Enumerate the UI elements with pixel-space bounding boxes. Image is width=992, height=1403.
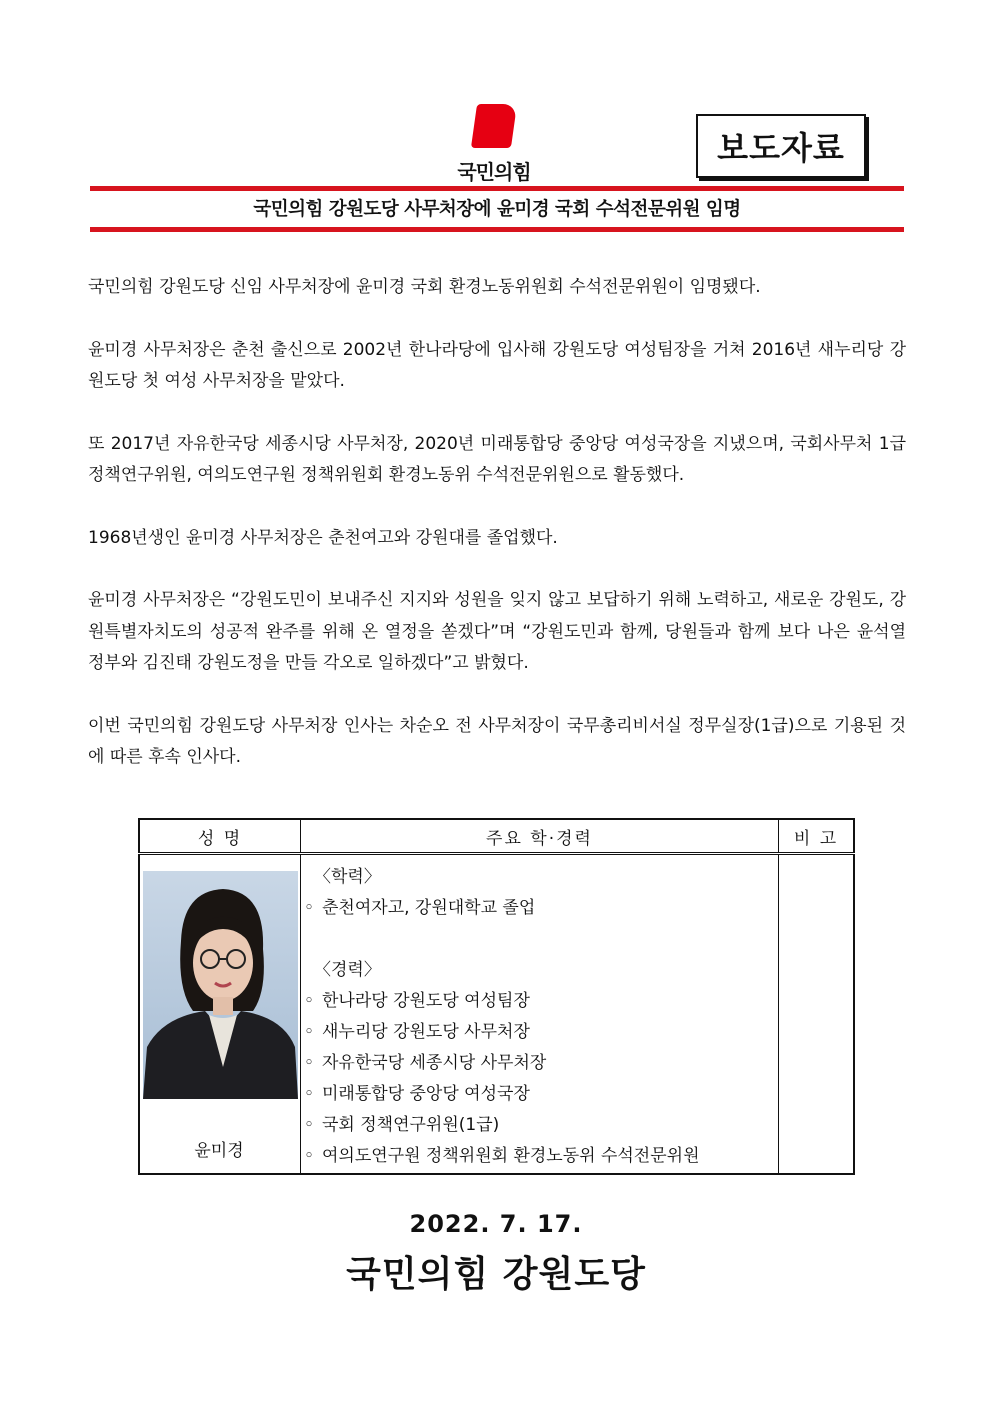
paragraph: 윤미경 사무처장은 춘천 출신으로 2002년 한나라당에 입사해 강원도당 여성팀장을 거쳐 2016년 새누리당 강원도당 첫 여성 사무처장을 맡았다. — [88, 339, 906, 391]
education-heading: 〈학력〉 — [314, 867, 381, 887]
headline-top-rule — [90, 186, 904, 191]
bullet-icon: ◦ — [304, 1084, 315, 1104]
bullet-icon: ◦ — [304, 898, 315, 918]
bullet-icon: ◦ — [304, 1022, 315, 1042]
party-logo-text: 국민의힘 — [457, 160, 531, 184]
table-header-row — [139, 819, 854, 854]
party-logo — [448, 104, 538, 184]
issuing-organization: 국민의힘 강원도당 — [346, 1254, 646, 1295]
paragraph: 국민의힘 강원도당 신임 사무처장에 윤미경 국회 환경노동위원회 수석전문위원이 임명됐다. — [88, 277, 761, 297]
list-item: ◦ 춘천여자고, 강원대학교 졸업 — [304, 893, 777, 924]
career-heading: 〈경력〉 — [314, 960, 381, 980]
list-item: ◦ 여의도연구원 정책위원회 환경노동위 수석전문위원 — [304, 1141, 777, 1172]
headline: 국민의힘 강원도당 사무처장에 윤미경 국회 수석전문위원 임명 — [253, 199, 741, 220]
paragraph: 윤미경 사무처장은 “강원도민이 보내주신 지지와 성원을 잊지 않고 보답하기 위해 노력하고, 새로운 강원도, 강원특별자치도의 성공적 완주를 위해 온 열정을 쏟겠다”며 “강원도민과 함께, 당원들과 함께 보다 나은 윤석열 정부와 김진태 강원도정을 만들 각오로 일하겠다”고 밝혔다. — [88, 590, 906, 673]
list-item: ◦ 미래통합당 중앙당 여성국장 — [304, 1079, 777, 1110]
header-remarks: 비 고 — [779, 819, 855, 854]
header-name: 성 명 — [139, 819, 301, 854]
article-body — [88, 272, 906, 805]
career-cell — [301, 854, 779, 1175]
person-name: 윤미경 — [194, 1141, 244, 1161]
party-logo-icon — [471, 104, 517, 148]
bullet-icon: ◦ — [304, 1115, 315, 1135]
bullet-icon: ◦ — [304, 991, 315, 1011]
name-cell — [139, 854, 301, 1175]
paragraph: 1968년생인 윤미경 사무처장은 춘천여고와 강원대를 졸업했다. — [88, 527, 558, 548]
header-career: 주요 학·경력 — [301, 819, 779, 854]
release-date: 2022. 7. 17. — [409, 1210, 583, 1238]
list-item: ◦ 국회 정책연구위원(1급) — [304, 1110, 777, 1141]
profile-table — [138, 818, 855, 1175]
portrait-photo — [143, 871, 298, 1099]
table-row — [139, 854, 854, 1175]
list-item: ◦ 새누리당 강원도당 사무처장 — [304, 1017, 777, 1048]
bullet-icon: ◦ — [304, 1053, 315, 1073]
list-item: ◦ 한나라당 강원도당 여성팀장 — [304, 986, 777, 1017]
headline-bottom-rule — [90, 227, 904, 232]
list-item: ◦ 자유한국당 세종시당 사무처장 — [304, 1048, 777, 1079]
bullet-icon: ◦ — [304, 1146, 315, 1166]
remarks-cell — [779, 854, 855, 1175]
press-release-label: 보도자료 — [696, 114, 866, 178]
paragraph: 이번 국민의힘 강원도당 사무처장 인사는 차순오 전 사무처장이 국무총리비서실 정무실장(1급)으로 기용된 것에 따른 후속 인사다. — [88, 715, 906, 767]
paragraph: 또 2017년 자유한국당 세종시당 사무처장, 2020년 미래통합당 중앙당 여성국장을 지냈으며, 국회사무처 1급 정책연구위원, 여의도연구원 정책위원회 환경노동위 수석전문위원으로 활동했다. — [88, 433, 906, 485]
